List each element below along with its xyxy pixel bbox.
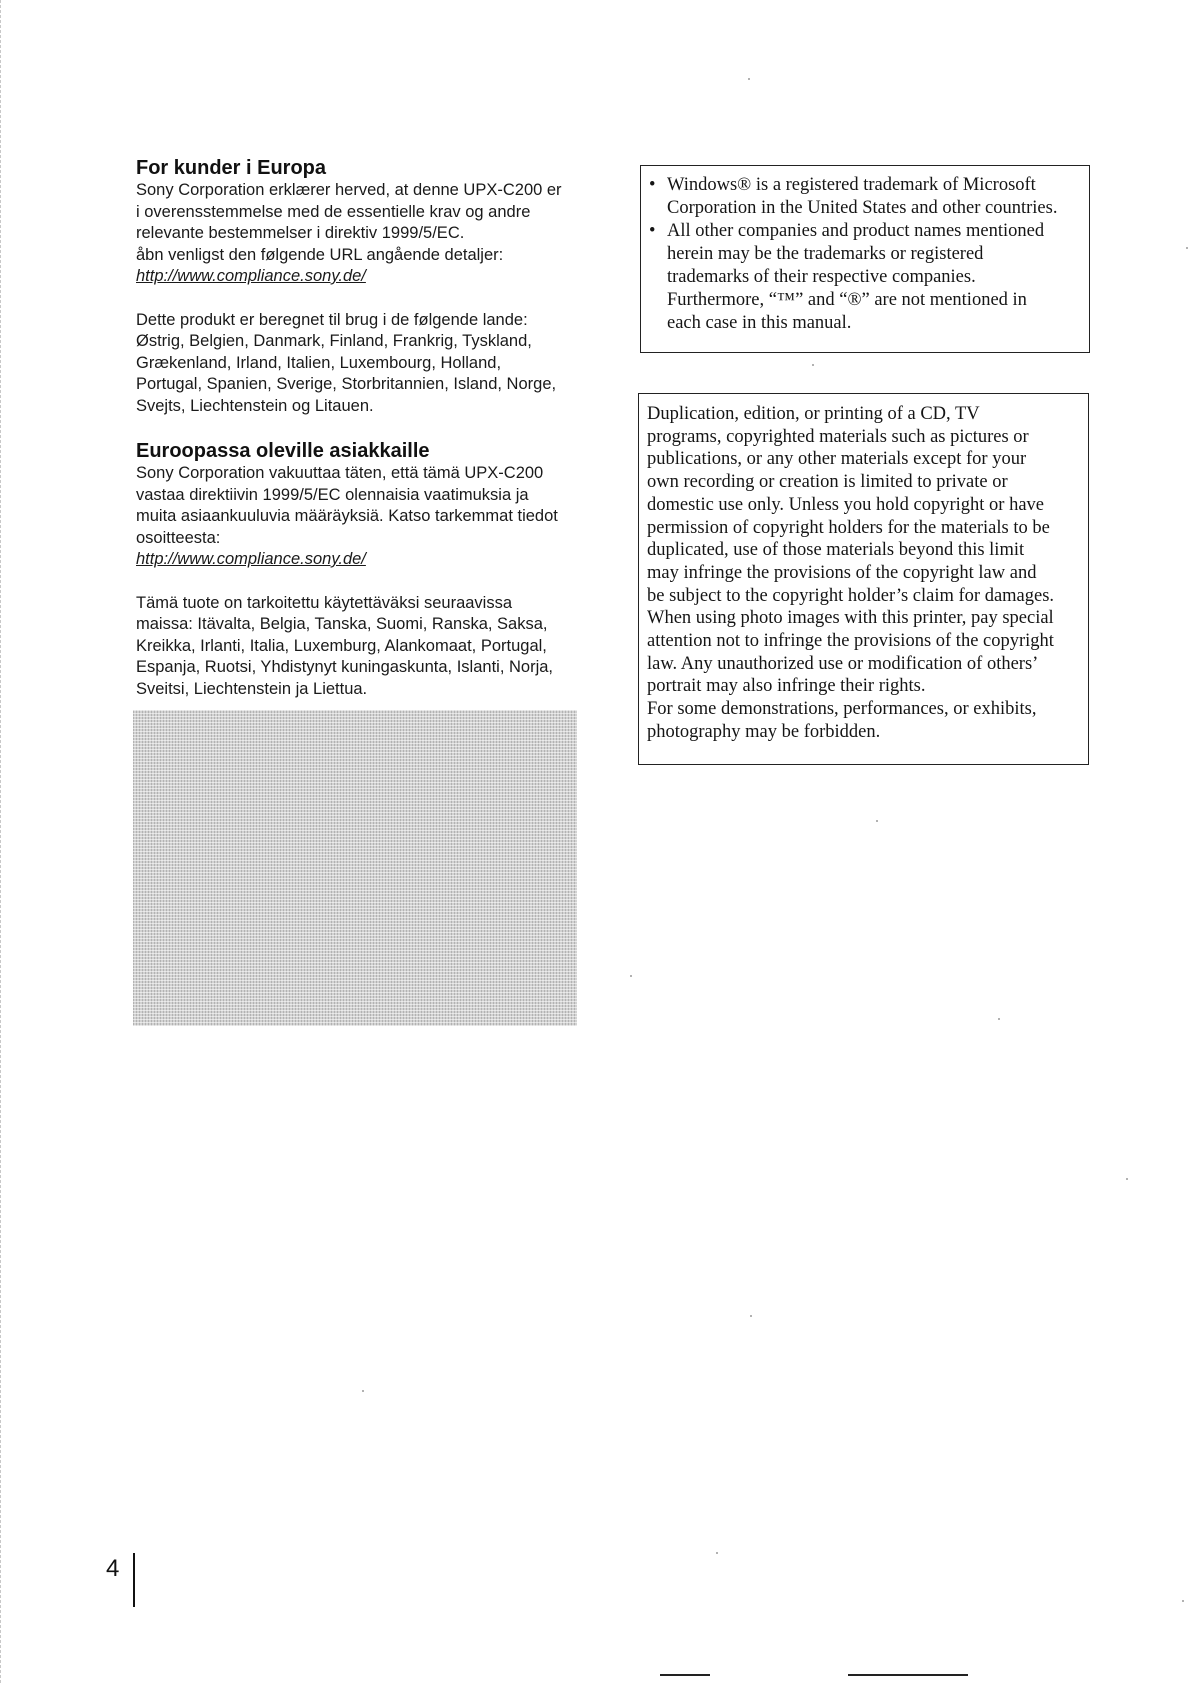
scan-speck: [630, 975, 632, 977]
halftone-placeholder-block: [133, 710, 577, 1026]
scan-speck: [750, 1315, 752, 1317]
scan-speck: [716, 1552, 718, 1554]
text-line: herein may be the trademarks or registered: [667, 244, 984, 264]
trademark-item-windows: [649, 174, 1085, 220]
text-line: i overensstemmelse med de essentielle krav og andre: [136, 202, 531, 221]
text-line: may infringe the provisions of the copyright law and: [647, 562, 1037, 583]
text-line: All other companies and product names mentioned: [667, 221, 1045, 241]
text-line: Espanja, Ruotsi, Yhdistynyt kuningaskunta, Islanti, Norja,: [136, 658, 554, 676]
page-number: 4: [106, 1555, 120, 1582]
bullet-icon: •: [649, 221, 656, 241]
scan-speck: [1186, 247, 1188, 249]
text-line: Corporation in the United States and other countries.: [667, 198, 1058, 218]
finnish-declaration-paragraph: [136, 463, 596, 571]
text-line: Duplication, edition, or printing of a CD, TV: [647, 404, 980, 424]
scan-speck: [812, 364, 814, 366]
text-line: each case in this manual.: [667, 313, 852, 333]
text-line: portrait may also infringe their rights.: [647, 676, 926, 697]
text-line: When using photo images with this printer, pay special: [647, 608, 1054, 629]
page-number-rule: [133, 1553, 135, 1607]
trademark-item-others: [649, 220, 1085, 335]
text-line: Dette produkt er beregnet til brug i de følgende lande:: [136, 310, 528, 329]
text-line: Grækenland, Irland, Italien, Luxembourg, Holland,: [136, 353, 502, 372]
scan-speck: [362, 1390, 364, 1392]
text-line: attention not to infringe the provisions of the copyright: [647, 631, 1054, 652]
scan-speck: [876, 820, 878, 822]
copyright-notice-box: [638, 393, 1089, 765]
compliance-url: http://www.compliance.sony.de/: [136, 267, 366, 285]
text-line: Østrig, Belgien, Danmark, Finland, Frankrig, Tyskland,: [136, 332, 532, 350]
text-line: publications, or any other materials except for your: [647, 449, 1027, 470]
danish-section-heading: For kunder i Europa: [136, 157, 327, 179]
text-line: be subject to the copyright holder’s claim for damages.: [647, 585, 1055, 606]
trademark-notice-box: [640, 165, 1090, 353]
text-line: trademarks of their respective companies.: [667, 267, 976, 287]
danish-declaration-paragraph: [136, 180, 596, 288]
scan-speck: [1182, 1600, 1184, 1602]
text-line: duplicated, use of those materials beyond this limit: [647, 540, 1025, 561]
text-line: Windows® is a registered trademark of Microsoft: [667, 175, 1036, 195]
text-line: permission of copyright holders for the materials to be: [647, 517, 1050, 538]
text-line: muita asiaankuuluvia määräyksiä. Katso tarkemmat tiedot: [136, 507, 558, 525]
text-line: own recording or creation is limited to private or: [647, 472, 1008, 493]
finnish-countries-paragraph: [136, 593, 596, 701]
text-line: Sveitsi, Liechtenstein ja Liettua.: [136, 679, 368, 698]
page-scan-edge: [0, 0, 3, 1683]
text-line: åbn venligst den følgende URL angående detaljer:: [136, 245, 504, 264]
scan-speck: [1126, 1178, 1128, 1180]
text-line: Kreikka, Irlanti, Italia, Luxemburg, Alankomaat, Portugal,: [136, 636, 547, 655]
text-line: domestic use only. Unless you hold copyright or have: [647, 494, 1045, 515]
finnish-section-heading: Euroopassa oleville asiakkaille: [136, 440, 430, 462]
text-line: For some demonstrations, performances, or exhibits,: [647, 699, 1037, 720]
text-line: programs, copyrighted materials such as pictures or: [647, 426, 1029, 447]
compliance-url: http://www.compliance.sony.de/: [136, 550, 366, 568]
bullet-icon: •: [649, 175, 656, 195]
text-line: Sony Corporation vakuuttaa täten, että tämä UPX-C200: [136, 464, 544, 482]
scan-speck: [998, 1018, 1000, 1020]
text-line: relevante bestemmelser i direktiv 1999/5/EC.: [136, 224, 465, 242]
text-line: maissa: Itävalta, Belgia, Tanska, Suomi, Ranska, Saksa,: [136, 615, 548, 633]
scan-speck: [748, 78, 750, 80]
text-line: vastaa direktiivin 1999/5/EC olennaisia vaatimuksia ja: [136, 485, 529, 504]
bottom-rule-left: [660, 1674, 710, 1676]
text-line: osoitteesta:: [136, 528, 221, 547]
bottom-rule-right: [848, 1674, 968, 1676]
text-line: law. Any unauthorized use or modification of others’: [647, 653, 1039, 674]
danish-countries-paragraph: [136, 310, 596, 418]
text-line: photography may be forbidden.: [647, 721, 881, 742]
text-line: Svejts, Liechtenstein og Litauen.: [136, 396, 374, 415]
text-line: Portugal, Spanien, Sverige, Storbritannien, Island, Norge,: [136, 375, 557, 393]
text-line: Tämä tuote on tarkoitettu käytettäväksi seuraavissa: [136, 593, 513, 612]
left-column: [136, 156, 596, 700]
text-line: Furthermore, “™” and “®” are not mentioned in: [667, 290, 1027, 310]
text-line: Sony Corporation erklærer herved, at denne UPX-C200 er: [136, 181, 562, 199]
